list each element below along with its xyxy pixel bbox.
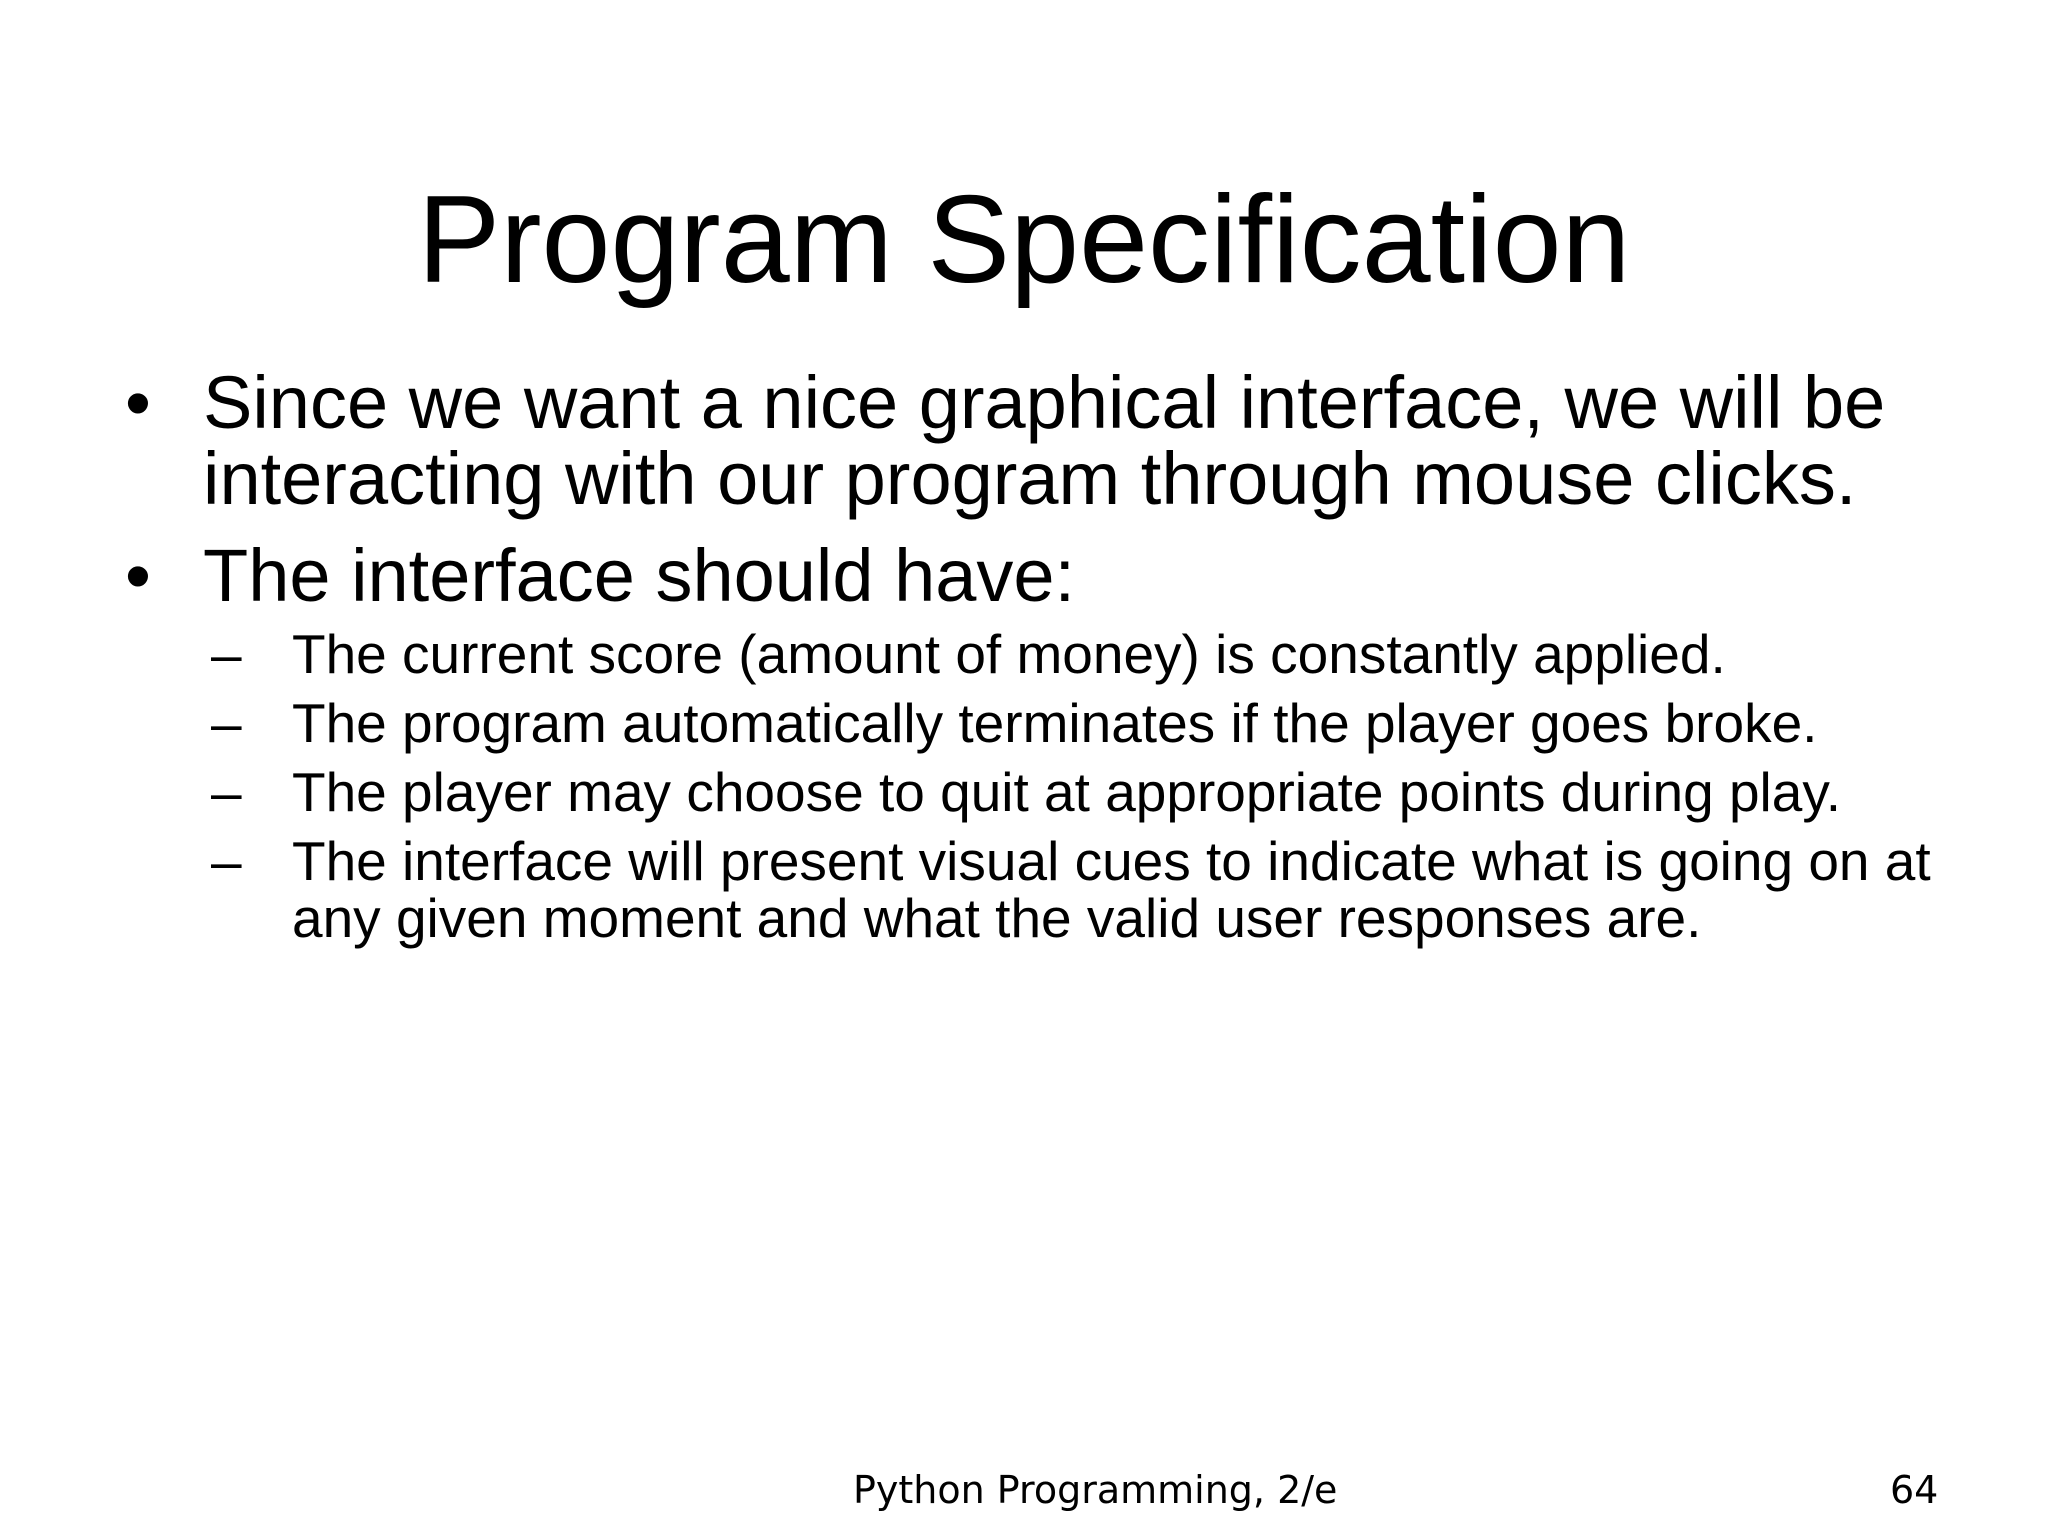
sub-bullet-text: The player may choose to quit at appropriate points during play. <box>292 761 1842 823</box>
bullet-text: Since we want a nice graphical interface, we will be interacting with our program through mouse clicks. <box>203 361 1886 520</box>
sub-bullet-item-current-score <box>201 623 1955 685</box>
dash-icon: – <box>211 623 242 685</box>
bullet-text: The interface should have: <box>203 534 1076 617</box>
bullet-icon: • <box>125 534 151 617</box>
bullet-item-graphical-interface <box>125 361 1955 520</box>
dash-icon: – <box>211 761 242 823</box>
sub-bullet-item-auto-terminate <box>201 692 1955 754</box>
sub-bullet-text: The interface will present visual cues to indicate what is going on at any given moment and what the valid user responses are. <box>292 830 1931 949</box>
bullet-icon: • <box>125 361 151 444</box>
sub-bullet-list <box>203 623 1955 949</box>
dash-icon: – <box>211 692 242 754</box>
slide-page-number: 64 <box>1890 1468 1939 1512</box>
footer-title: Python Programming, 2/e <box>853 1468 1338 1512</box>
bullet-item-interface-should-have <box>125 534 1955 949</box>
sub-bullet-text: The current score (amount of money) is constantly applied. <box>292 623 1726 685</box>
slide-title: Program Specification <box>417 171 1631 309</box>
bullet-list <box>125 361 1955 959</box>
sub-bullet-item-quit-choice <box>201 761 1955 823</box>
sub-bullet-text: The program automatically terminates if the player goes broke. <box>292 692 1818 754</box>
sub-bullet-item-visual-cues <box>201 830 1955 949</box>
dash-icon: – <box>211 830 242 892</box>
